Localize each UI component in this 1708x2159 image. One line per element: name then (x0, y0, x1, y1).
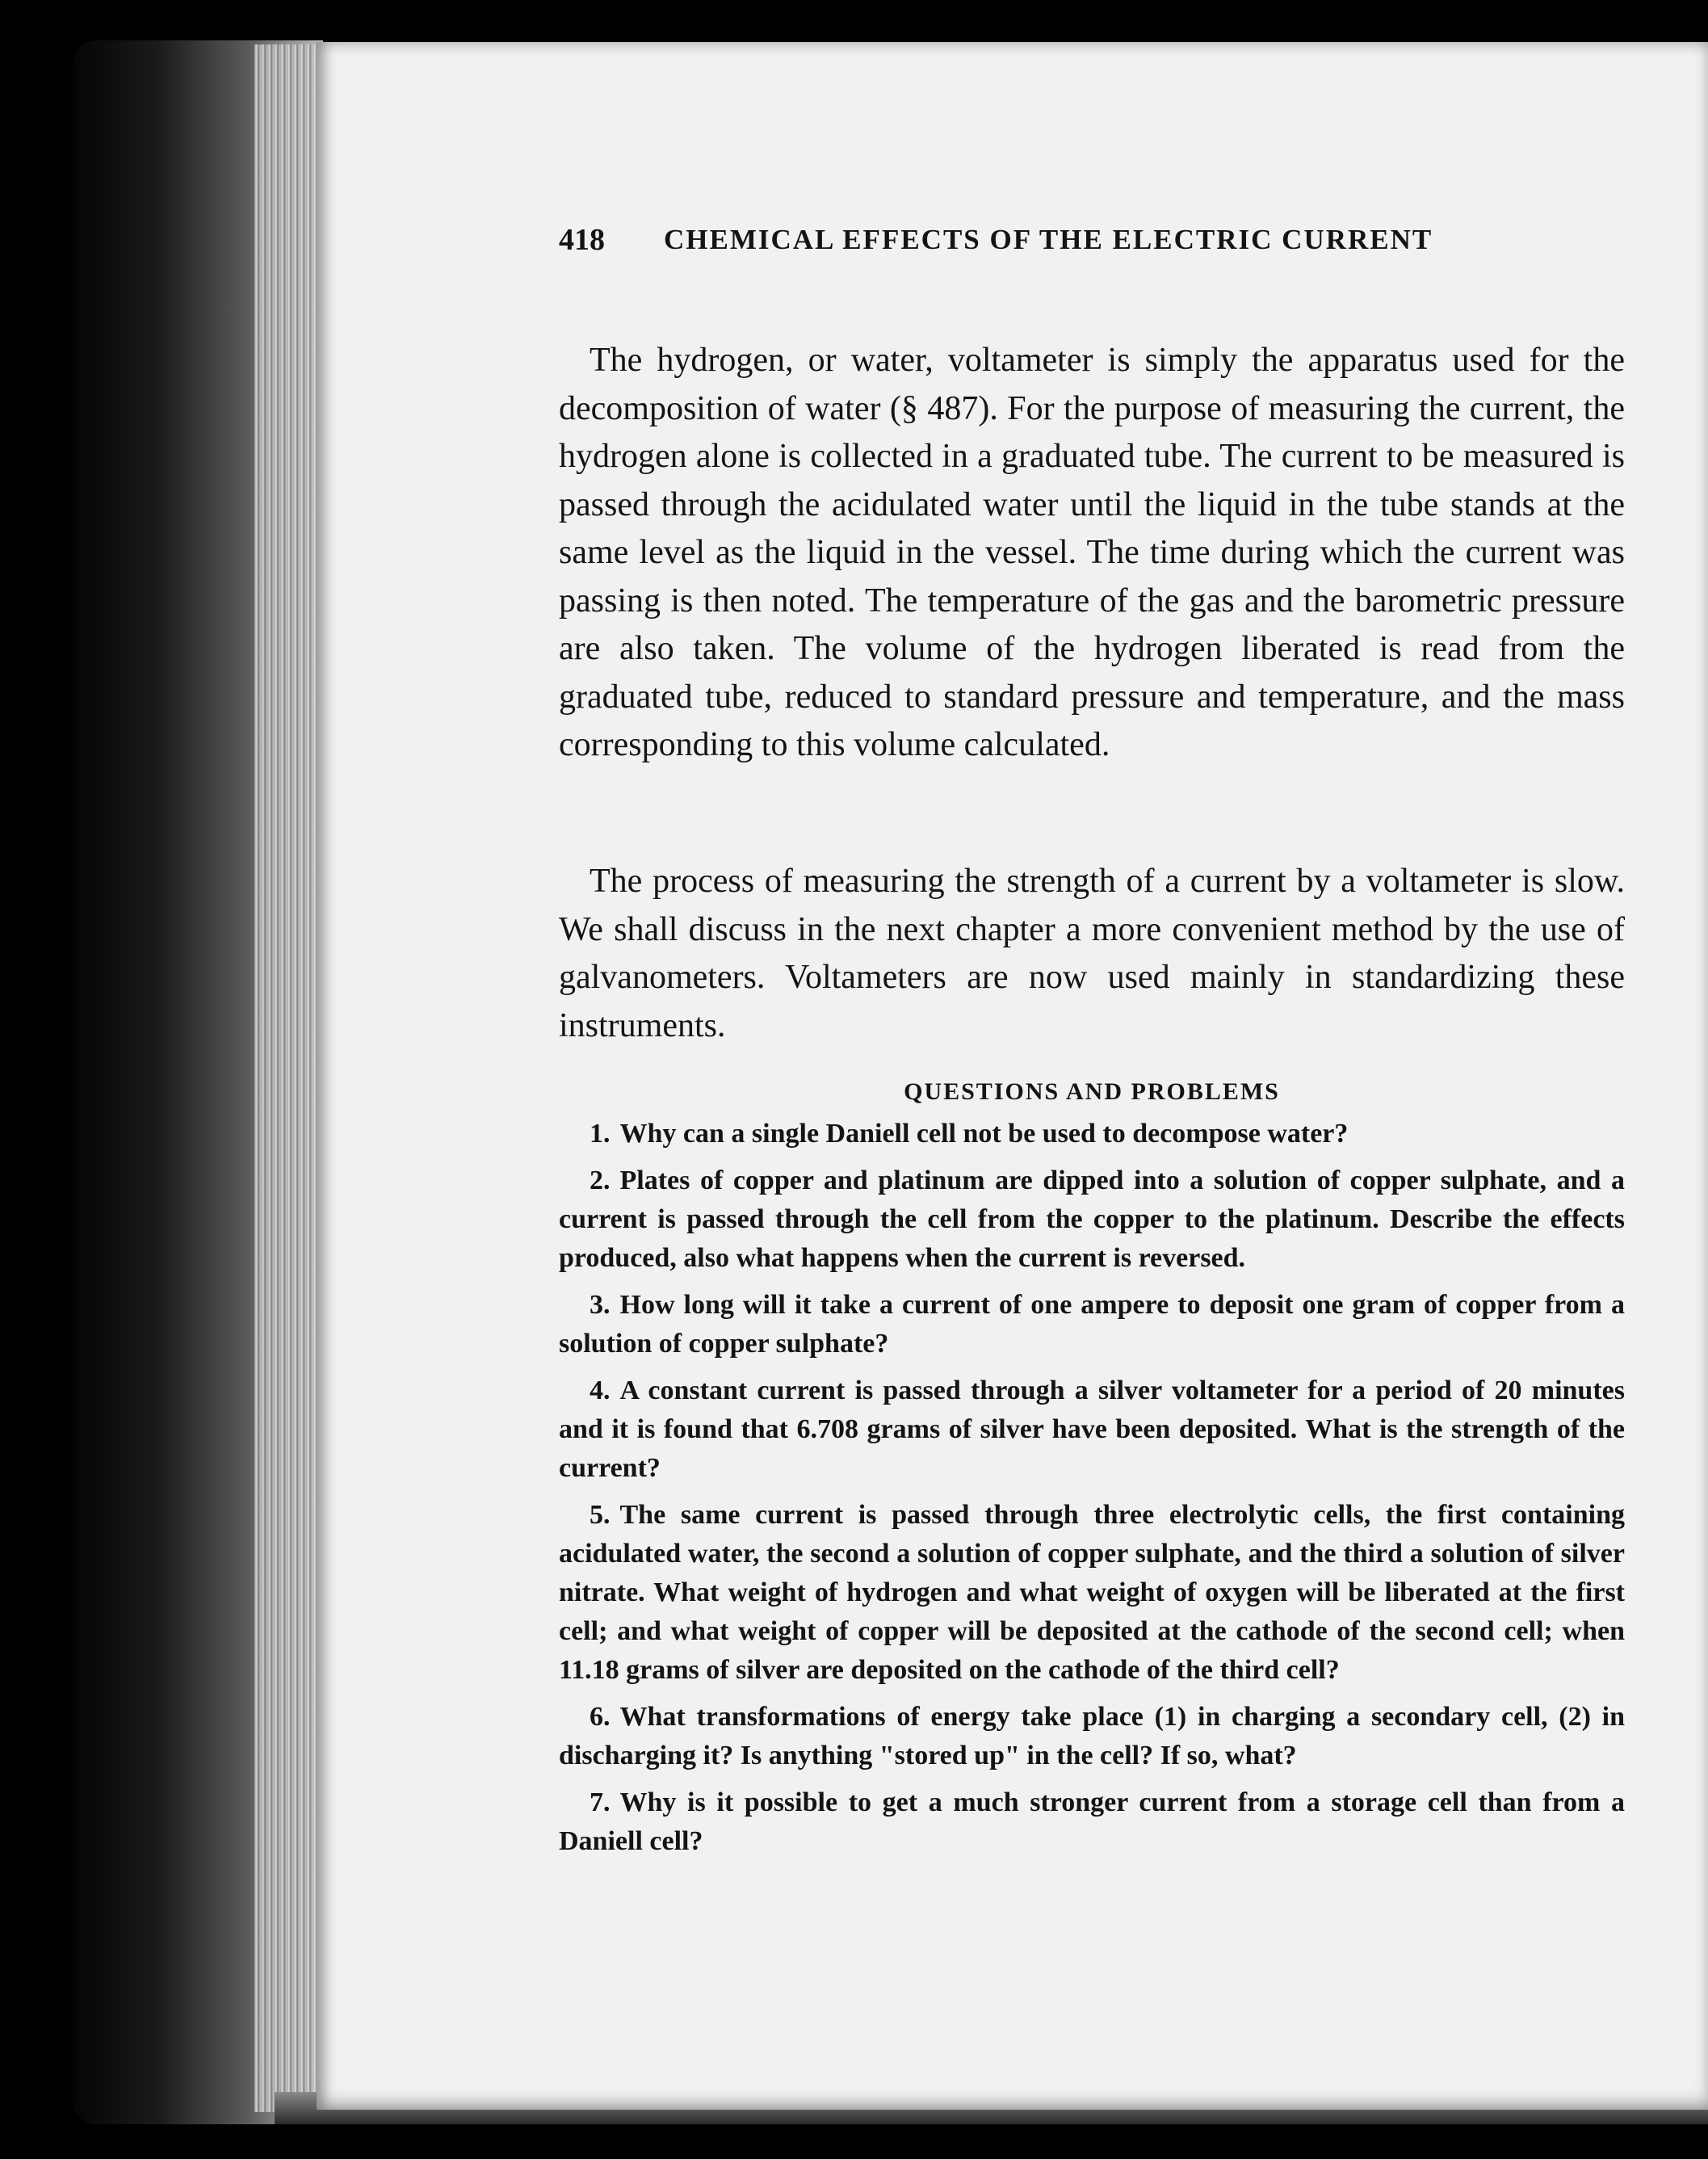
question-text: Why is it possible to get a much stronger current from a storage cell than from a Daniell cell? (559, 1787, 1625, 1856)
question-item (559, 1783, 1625, 1861)
question-number: 3. (590, 1290, 611, 1320)
page-number: 418 (559, 223, 605, 257)
running-head (559, 216, 1625, 264)
question-text: How long will it take a current of one ampere to deposit one gram of copper from a solution of copper sulphate? (559, 1290, 1625, 1359)
questions-heading: QUESTIONS AND PROBLEMS (904, 1078, 1280, 1105)
question-text: What transformations of energy take place (1) in charging a secondary cell, (2) in discharging it? Is anything "stored up" in the cell? If so, what? (559, 1702, 1625, 1770)
question-number: 1. (590, 1119, 611, 1149)
question-number: 7. (590, 1787, 611, 1817)
question-text: Why can a single Daniell cell not be used to decompose water? (619, 1119, 1349, 1149)
question-number: 2. (590, 1166, 611, 1195)
question-item (559, 1371, 1625, 1488)
paragraph: The hydrogen, or water, voltameter is simply the apparatus used for the decomposition of water (§ 487). For the purpose of measuring the current, the hydrogen alone is collected in a graduated tube. The current to be measured is passed through the acidulated water until the liquid in the tube stands at the same level as the liquid in the vessel. The time during which the current was passing is then noted. The temperature of the gas and the barometric pressure are also taken. The volume of the hydrogen liberated is read from the graduated tube, reduced to standard pressure and temperature, and the mass corresponding to this volume calculated. (559, 342, 1625, 763)
questions-list (559, 1115, 1625, 1869)
running-title: CHEMICAL EFFECTS OF THE ELECTRIC CURRENT (664, 224, 1433, 255)
question-text: A constant current is passed through a silver voltameter for a period of 20 minutes and it is found that 6.708 grams of silver have been deposited. What is the strength of the current? (559, 1376, 1625, 1483)
question-item (559, 1496, 1625, 1690)
question-number: 4. (590, 1376, 611, 1405)
page-edges (254, 44, 319, 2112)
paragraph: The process of measuring the strength of a current by a voltameter is slow. We shall discuss in the next chapter a more convenient method by the use of galvanometers. Voltameters are now used mainly in standardizing these instruments. (559, 863, 1625, 1044)
question-item (559, 1286, 1625, 1363)
question-text: Plates of copper and platinum are dipped into a solution of copper sulphate, and a current is passed through the cell from the copper to the platinum. Describe the effects produced, also what happens when the current is reversed. (559, 1166, 1625, 1273)
question-number: 5. (590, 1500, 611, 1530)
question-text: The same current is passed through three electrolytic cells, the first containing acidulated water, the second a solution of copper sulphate, and the third a solution of silver nitrate. What weight of hydrogen and what weight of oxygen will be liberated at the first cell; and what weight of copper will be deposited at the cathode of the second cell; when 11.18 grams of silver are deposited on the cathode of the third cell? (559, 1500, 1625, 1685)
question-item (559, 1161, 1625, 1278)
question-number: 6. (590, 1702, 611, 1732)
book-page (317, 42, 1708, 2110)
question-item (559, 1115, 1625, 1153)
question-item (559, 1698, 1625, 1775)
